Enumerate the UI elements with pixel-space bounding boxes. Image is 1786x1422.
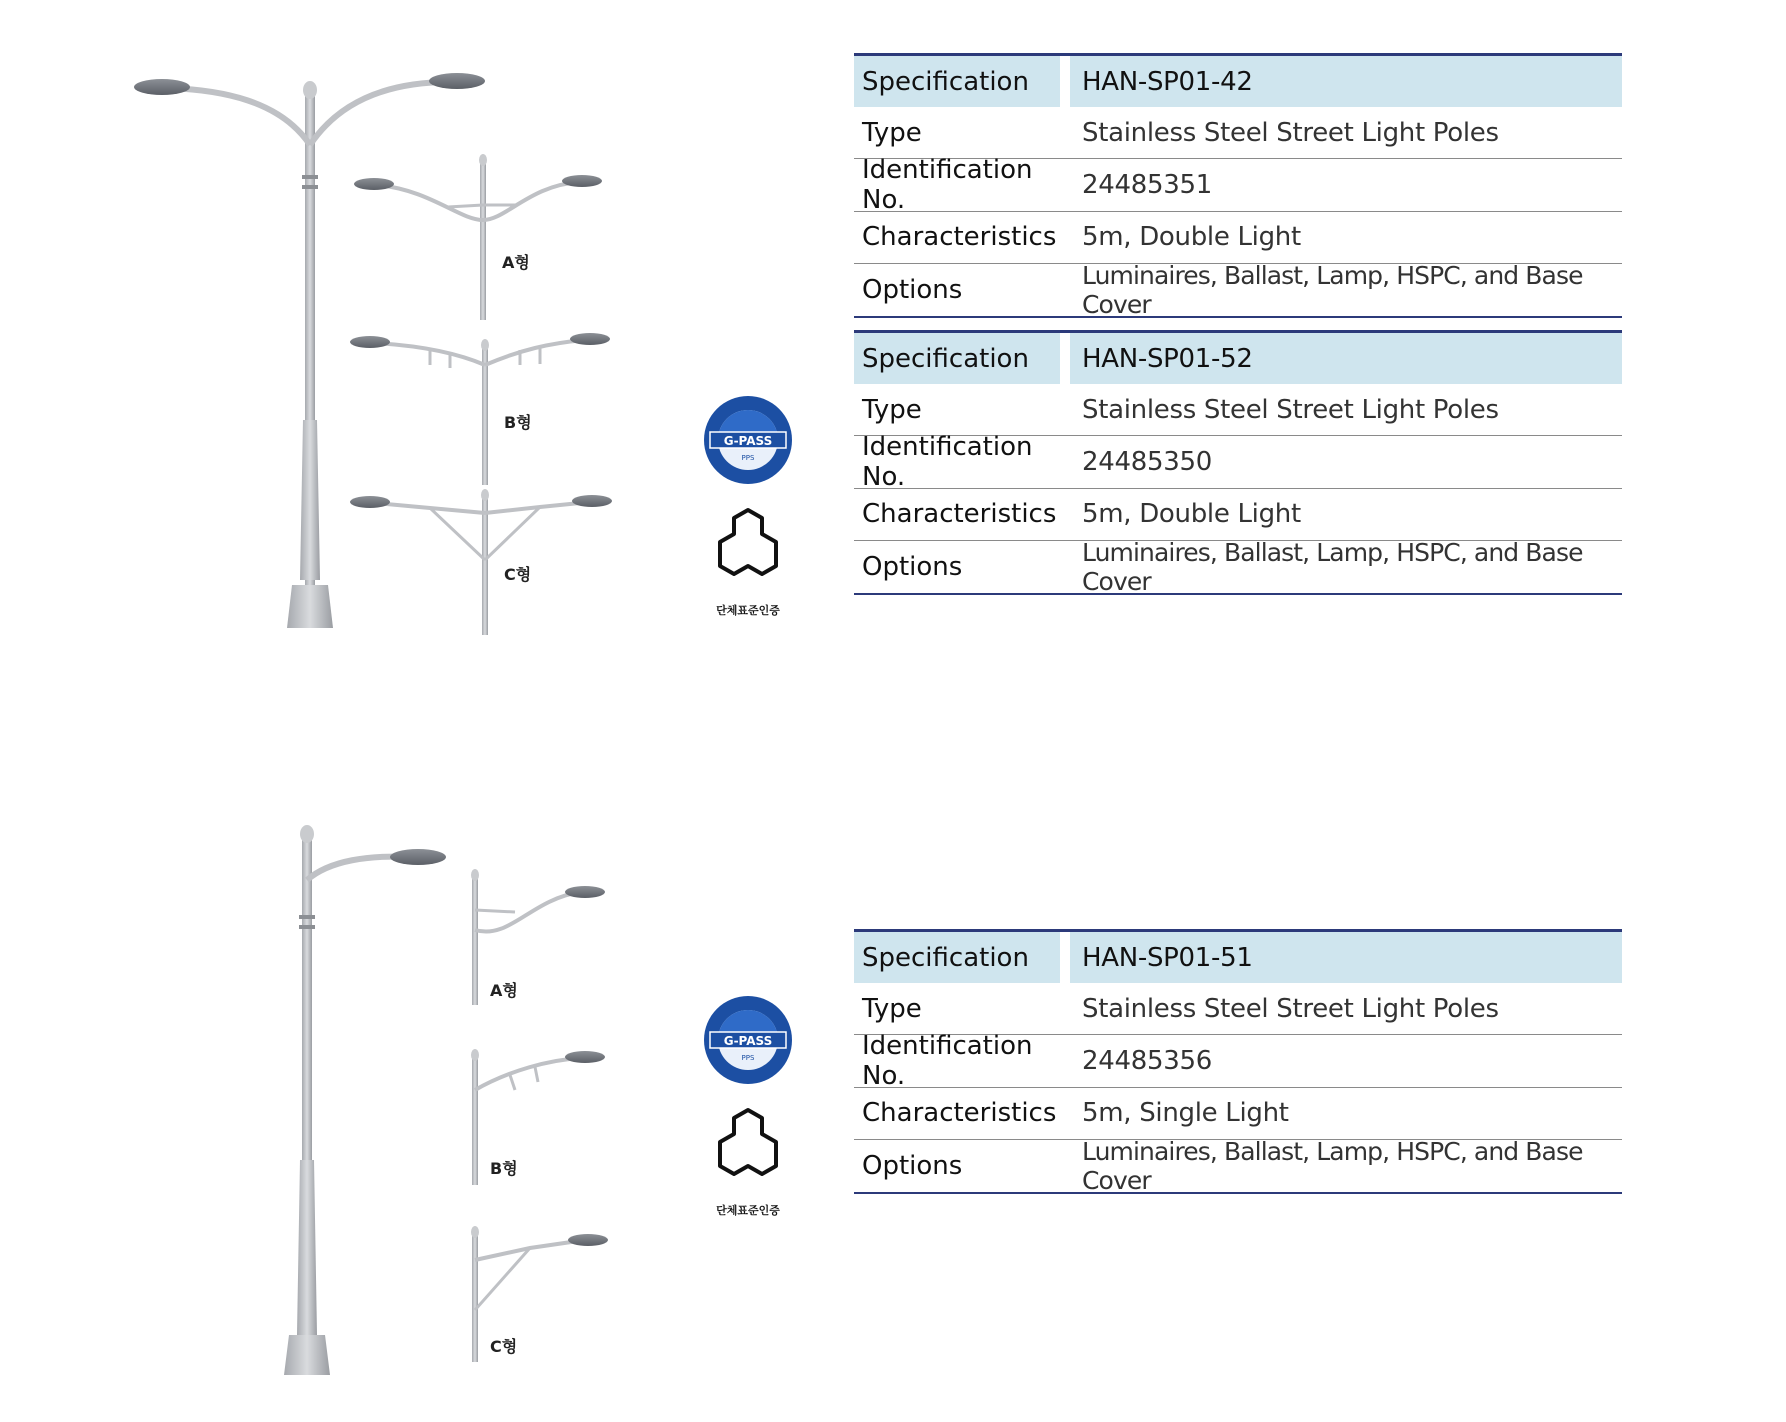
options-label: Options <box>862 551 963 582</box>
id-value: 24485351 <box>1082 170 1212 201</box>
certification-marks <box>700 992 796 1218</box>
characteristics-value: 5m, Double Light <box>1082 222 1301 253</box>
characteristics-label: Characteristics <box>862 499 1057 530</box>
spec-table-han-sp01-51 <box>854 929 1622 1194</box>
group-standard-certification-mark-icon <box>700 504 796 596</box>
type-value: Stainless Steel Street Light Poles <box>1082 394 1499 425</box>
table-row <box>854 1088 1622 1140</box>
id-label: Identification No. <box>862 155 1033 216</box>
spec-header-row <box>854 333 1622 384</box>
g-pass-seal-icon <box>700 392 796 488</box>
variant-c-label: C형 <box>490 1337 518 1356</box>
table-row <box>854 1031 1622 1092</box>
options-label: Options <box>862 274 963 305</box>
table-row <box>854 432 1622 493</box>
table-row <box>854 1136 1622 1195</box>
spec-value: HAN-SP01-52 <box>1070 333 1622 384</box>
characteristics-value: 5m, Double Light <box>1082 499 1301 530</box>
g-pass-text: G-PASS <box>723 434 773 448</box>
variant-b-label: B형 <box>504 413 532 432</box>
table-row <box>854 489 1622 541</box>
double-arm-street-light-pole-icon <box>130 60 650 660</box>
type-label: Type <box>862 117 922 148</box>
group-standard-label: 단체표준인증 <box>716 604 780 617</box>
characteristics-value: 5m, Single Light <box>1082 1098 1289 1129</box>
table-row <box>854 212 1622 264</box>
single-light-pole-figure <box>130 820 650 1390</box>
spec-table-han-sp01-52 <box>854 330 1622 595</box>
id-label: Identification No. <box>862 1031 1033 1092</box>
options-label: Options <box>862 1150 963 1181</box>
characteristics-label: Characteristics <box>862 222 1057 253</box>
options-value: Luminaires, Ballast, Lamp, HSPC, and Base Cover <box>1082 260 1583 319</box>
table-row <box>854 260 1622 319</box>
characteristics-label: Characteristics <box>862 1098 1057 1129</box>
type-value: Stainless Steel Street Light Poles <box>1082 993 1499 1024</box>
group-standard-certification-mark-icon <box>700 1104 796 1196</box>
g-pass-seal-icon <box>700 992 796 1088</box>
spec-label: Specification <box>854 333 1060 384</box>
spec-header-row <box>854 932 1622 983</box>
variant-c-label: C형 <box>504 565 532 584</box>
spec-header-row <box>854 56 1622 107</box>
spec-value: HAN-SP01-51 <box>1070 932 1622 983</box>
certification-marks <box>700 392 796 618</box>
type-label: Type <box>862 394 922 425</box>
id-value: 24485350 <box>1082 447 1212 478</box>
table-row <box>854 155 1622 216</box>
variant-b-label: B형 <box>490 1159 518 1178</box>
options-value: Luminaires, Ballast, Lamp, HSPC, and Base Cover <box>1082 537 1583 596</box>
type-value: Stainless Steel Street Light Poles <box>1082 117 1499 148</box>
pps-text: PPS <box>741 454 755 462</box>
table-row <box>854 537 1622 596</box>
type-label: Type <box>862 993 922 1024</box>
double-light-pole-figure <box>130 60 650 660</box>
spec-value: HAN-SP01-42 <box>1070 56 1622 107</box>
variant-a-label: A형 <box>502 253 530 272</box>
g-pass-text: G-PASS <box>723 1034 773 1048</box>
variant-a-label: A형 <box>490 981 518 1000</box>
options-value: Luminaires, Ballast, Lamp, HSPC, and Base Cover <box>1082 1136 1583 1195</box>
id-label: Identification No. <box>862 432 1033 493</box>
single-arm-street-light-pole-icon <box>130 820 650 1390</box>
spec-table-han-sp01-42 <box>854 53 1622 318</box>
group-standard-label: 단체표준인증 <box>716 1204 780 1217</box>
table-row <box>854 983 1622 1035</box>
pps-text: PPS <box>741 1054 755 1062</box>
spec-label: Specification <box>854 932 1060 983</box>
table-row <box>854 384 1622 436</box>
spec-label: Specification <box>854 56 1060 107</box>
table-row <box>854 107 1622 159</box>
id-value: 24485356 <box>1082 1046 1212 1077</box>
